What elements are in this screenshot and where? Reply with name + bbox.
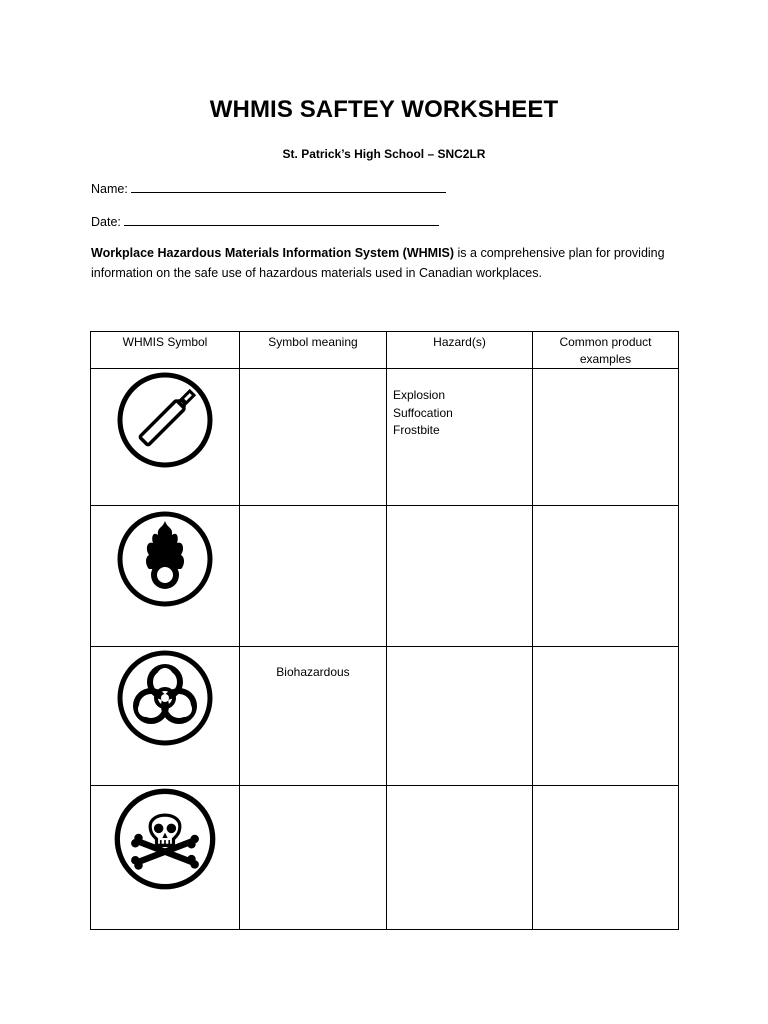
table-row — [91, 369, 679, 506]
symbol-meaning-cell[interactable] — [240, 647, 387, 786]
symbol-cell — [91, 647, 240, 786]
hazards-cell[interactable] — [387, 506, 533, 647]
symbol-meaning-cell[interactable] — [240, 786, 387, 930]
header-symbol-meaning: Symbol meaning — [240, 332, 387, 369]
header-hazards: Hazard(s) — [387, 332, 533, 369]
examples-cell[interactable] — [533, 506, 679, 647]
name-label: Name: — [91, 182, 128, 196]
hazards-cell[interactable] — [387, 786, 533, 930]
examples-cell[interactable] — [533, 647, 679, 786]
compressed-gas-cylinder-icon — [115, 370, 215, 470]
biohazard-icon — [115, 648, 215, 748]
hazard-item: Frostbite — [393, 423, 440, 437]
symbol-cell — [91, 506, 240, 647]
whmis-table — [90, 331, 679, 930]
symbol-meaning-cell[interactable] — [240, 506, 387, 647]
symbol-cell — [91, 786, 240, 930]
page-title: WHMIS SAFTEY WORKSHEET — [209, 96, 559, 123]
hazard-list — [387, 369, 532, 440]
examples-cell[interactable] — [533, 369, 679, 506]
symbol-meaning-text — [240, 369, 386, 387]
header-whmis-symbol: WHMIS Symbol — [91, 332, 240, 369]
date-label: Date: — [91, 215, 121, 229]
date-field[interactable] — [91, 213, 439, 229]
table-row — [91, 506, 679, 647]
intro-bold-term: Workplace Hazardous Materials Information System (WHMIS) — [91, 246, 455, 260]
name-field[interactable] — [91, 180, 446, 196]
symbol-meaning-text — [240, 506, 386, 524]
symbol-cell — [91, 369, 240, 506]
intro-text: is a comprehensive plan for providing information on the safe use of hazardous materials used in Canadian workplaces. — [91, 246, 665, 280]
table-row — [91, 647, 679, 786]
hazard-item: Explosion — [393, 388, 446, 402]
intro-paragraph — [91, 243, 681, 283]
table-header-row — [91, 332, 679, 369]
oxidizing-flame-over-circle-icon — [115, 509, 215, 609]
symbol-meaning-text: Biohazardous — [276, 665, 350, 679]
date-blank-line[interactable] — [124, 213, 439, 226]
symbol-meaning-cell[interactable] — [240, 369, 387, 506]
skull-and-crossbones-icon — [112, 786, 218, 892]
name-blank-line[interactable] — [131, 180, 446, 193]
hazards-cell[interactable] — [387, 647, 533, 786]
hazard-item: Suffocation — [393, 405, 453, 420]
examples-cell[interactable] — [533, 786, 679, 930]
school-subtitle: St. Patrick’s High School – SNC2LR — [282, 147, 486, 161]
hazards-cell[interactable] — [387, 369, 533, 506]
symbol-meaning-text — [240, 786, 386, 804]
table-row — [91, 786, 679, 930]
header-common-product-examples: Common product examples — [533, 332, 679, 369]
